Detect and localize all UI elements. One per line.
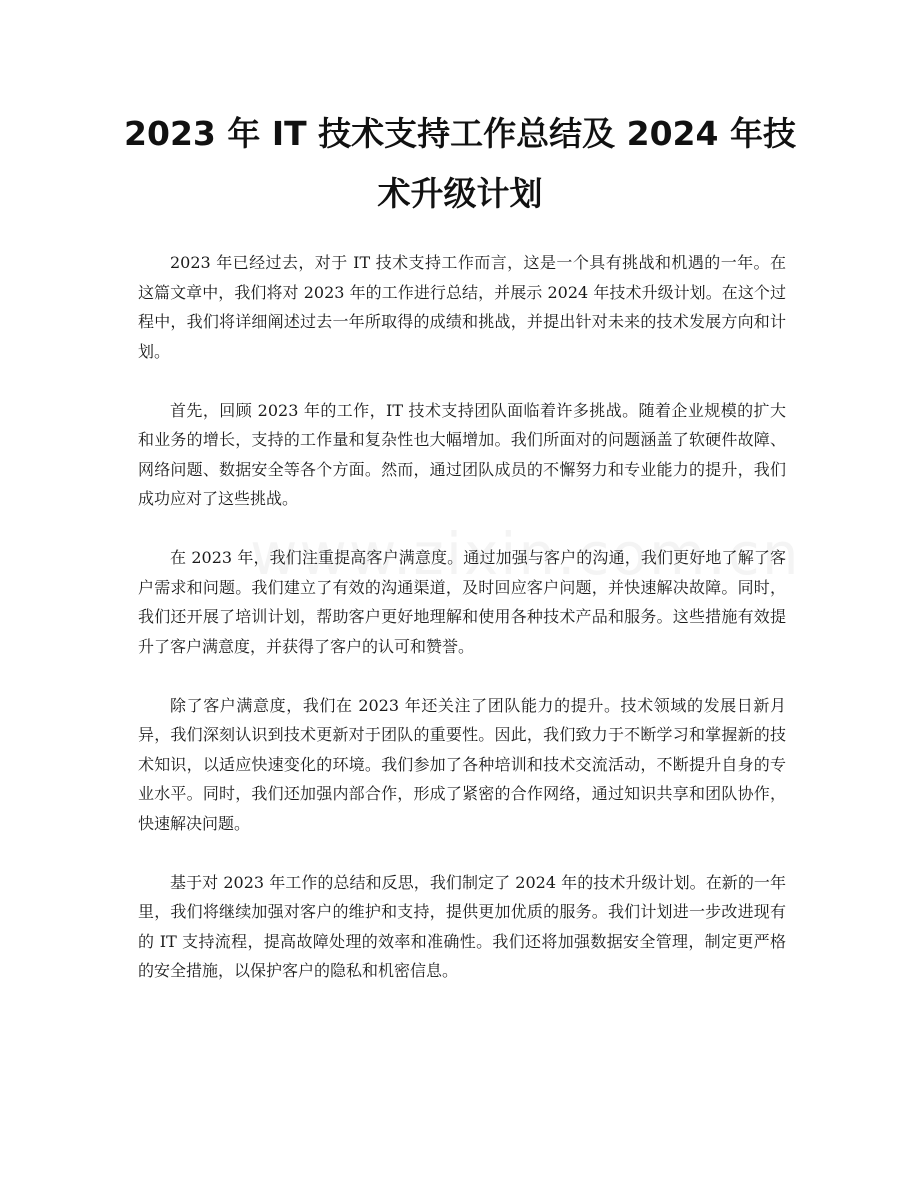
paragraph-intro: 2023 年已经过去，对于 IT 技术支持工作而言，这是一个具有挑战和机遇的一年。在这篇文章中，我们将对 2023 年的工作进行总结，并展示 2024 年技术升级计划。在这个过程中，我们将详细阐述过去一年所取得的成绩和挑战，并提出针对未来的技术发展方向和计划。 xyxy=(138,253,786,361)
paragraph-upgrade-plan: 基于对 2023 年工作的总结和反思，我们制定了 2024 年的技术升级计划。在新的一年里，我们将继续加强对客户的维护和支持，提供更加优质的服务。我们计划进一步改进现有的 IT 支持流程，提高故障处理的效率和准确性。我们还将加强数据安全管理，制定更严格的安全措施，以保护客户的隐私和机密信息。 xyxy=(138,872,786,980)
document-body xyxy=(138,248,786,1015)
document-title: 2023 年 IT 技术支持工作总结及 2024 年技术升级计划 xyxy=(124,114,796,213)
paragraph-review: 首先，回顾 2023 年的工作，IT 技术支持团队面临着许多挑战。随着企业规模的扩大和业务的增长，支持的工作量和复杂性也大幅增加。我们所面对的问题涵盖了软硬件故障、网络问题、数据安全等各个方面。然而，通过团队成员的不懈努力和专业能力的提升，我们成功应对了这些挑战。 xyxy=(138,400,786,508)
paragraph-team-capability: 除了客户满意度，我们在 2023 年还关注了团队能力的提升。技术领域的发展日新月异，我们深刻认识到技术更新对于团队的重要性。因此，我们致力于不断学习和掌握新的技术知识，以适应快速变化的环境。我们参加了各种培训和技术交流活动，不断提升自身的专业水平。同时，我们还加强内部合作，形成了紧密的合作网络，通过知识共享和团队协作，快速解决问题。 xyxy=(138,695,786,833)
paragraph-customer-satisfaction: 在 2023 年，我们注重提高客户满意度。通过加强与客户的沟通，我们更好地了解了客户需求和问题。我们建立了有效的沟通渠道，及时回应客户问题，并快速解决故障。同时，我们还开展了培训计划，帮助客户更好地理解和使用各种技术产品和服务。这些措施有效提升了客户满意度，并获得了客户的认可和赞誉。 xyxy=(138,548,786,656)
